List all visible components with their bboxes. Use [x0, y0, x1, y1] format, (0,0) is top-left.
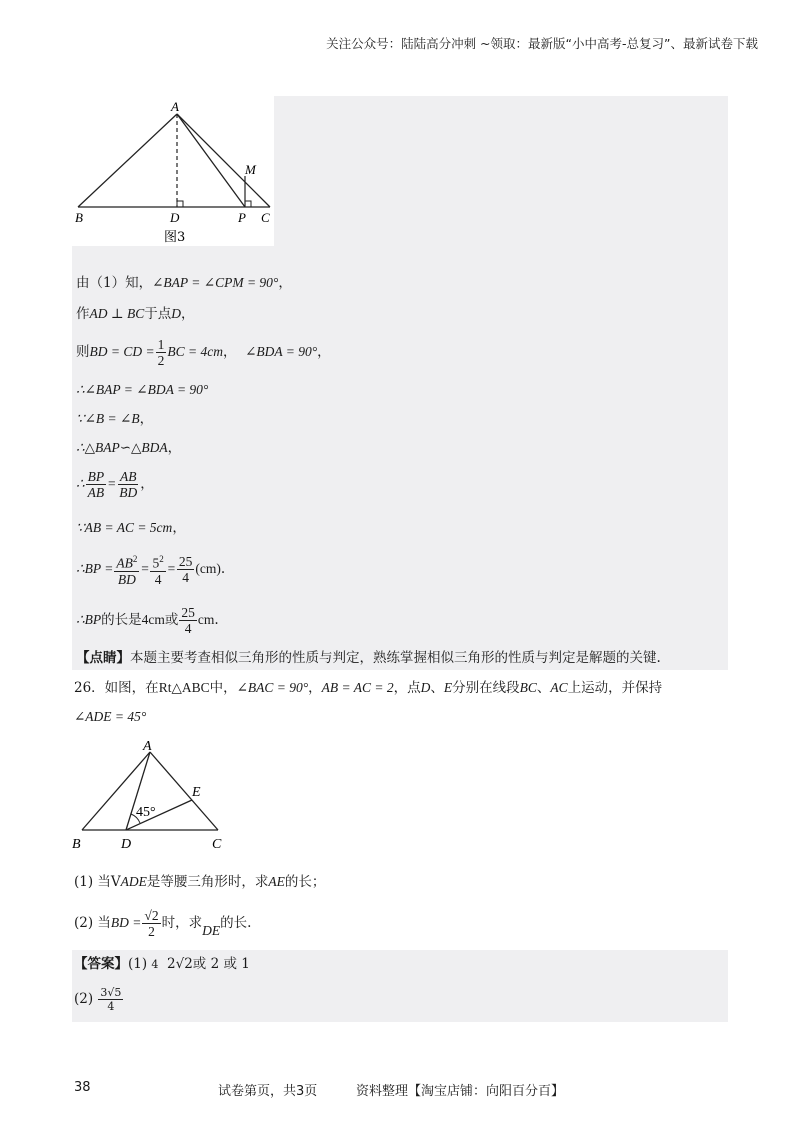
text: (1) 当	[74, 874, 111, 890]
fraction	[86, 469, 107, 500]
footer-source: 资料整理【淘宝店铺：向阳百分百】	[356, 1084, 565, 1099]
text: ，	[172, 520, 186, 536]
numerator: √2	[144, 908, 159, 923]
math: D	[420, 680, 431, 695]
math: Rt△ABC	[158, 680, 210, 695]
math: cm	[197, 612, 215, 627]
denominator: 4	[107, 1000, 115, 1013]
math: AC	[550, 680, 568, 695]
answer-1	[74, 954, 250, 975]
p26-label-e: E	[192, 785, 201, 800]
numerator: 1	[157, 337, 165, 352]
fraction	[98, 986, 123, 1013]
math: BD =	[110, 915, 142, 930]
math: ∴	[76, 476, 85, 491]
text: 由（1）知，	[76, 275, 153, 291]
note-text: 本题主要考查相似三角形的性质与判定，熟练掌握相似三角形的性质与判定是解题的关键.	[130, 650, 661, 666]
math: BC	[519, 680, 537, 695]
denominator: 4	[184, 621, 192, 636]
figure-3-diagram	[72, 96, 274, 246]
solution-line-5	[76, 409, 153, 429]
numerator: BP	[87, 469, 105, 484]
math: ∠BDA = 90°	[245, 344, 318, 359]
problem-26-figure	[70, 736, 240, 856]
text: 或	[164, 612, 179, 628]
problem-26-diagram	[70, 736, 240, 856]
triangle-symbol: V	[110, 874, 121, 890]
text: 分别在线段	[452, 680, 520, 696]
numerator	[114, 552, 139, 572]
math: 4cm	[141, 612, 165, 627]
text: ，	[167, 440, 182, 456]
answer-value: 2√2	[167, 956, 193, 972]
footer-page-number: 38	[74, 1080, 91, 1095]
text: .	[220, 561, 226, 577]
fig3-label-m: M	[245, 162, 256, 177]
solution-shade-top	[274, 96, 728, 246]
problem-26-subq-2	[74, 904, 251, 950]
text: 作	[76, 306, 90, 322]
p26-label-d: D	[121, 837, 132, 852]
text: 的长；	[284, 874, 326, 890]
text: ，	[308, 680, 322, 696]
text: ，	[180, 306, 195, 322]
answer-tag: 【答案】	[74, 956, 128, 972]
text: AB	[116, 555, 133, 571]
text: 、	[430, 680, 444, 696]
p26-angle-label: 45°	[136, 805, 156, 820]
text: 中，	[209, 680, 237, 696]
problem-26-condition: ∠ADE = 45°	[74, 709, 147, 724]
solution-line-7	[76, 466, 154, 502]
math: ∠BAC = 90°	[236, 680, 309, 695]
solution-line-3	[76, 334, 331, 370]
note-tag: 【点睛】	[76, 650, 130, 666]
math: =	[107, 476, 117, 491]
denominator: BD	[117, 571, 136, 587]
footer-page-info: 试卷第页，共3页	[218, 1084, 318, 1099]
fig3-label-b: B	[75, 210, 83, 225]
superscript: 2	[132, 554, 138, 565]
solution-line-8	[76, 518, 186, 538]
text: ，	[140, 476, 154, 492]
math: ∴△BAP∽△BDA	[76, 440, 168, 455]
fig3-label-a: A	[171, 99, 179, 114]
problem-26-subq-1	[74, 872, 325, 892]
problem-26-question	[74, 678, 662, 698]
solution-line-6	[76, 438, 181, 458]
fraction	[156, 337, 167, 368]
text: ，	[222, 344, 237, 360]
fraction	[179, 605, 197, 636]
fraction	[117, 469, 139, 500]
solution-line-2	[76, 304, 194, 324]
math: ∵∠B = ∠B	[76, 411, 140, 426]
numerator: 3√5	[100, 986, 122, 999]
text: 、	[536, 680, 551, 696]
solution-line-4: ∴∠BAP = ∠BDA = 90°	[76, 382, 209, 397]
denominator: BD	[119, 485, 138, 500]
text: (1)	[128, 956, 148, 972]
math: AE	[268, 874, 285, 889]
solution-note	[76, 648, 661, 668]
math: ∴BP =	[76, 561, 114, 576]
math: BP	[84, 612, 102, 627]
solution-line-1	[76, 273, 292, 293]
p26-label-c: C	[212, 837, 222, 852]
solution-line-10	[76, 602, 219, 638]
fraction	[177, 554, 195, 585]
superscript: 2	[159, 554, 164, 565]
math: ∵AB = AC = 5cm	[76, 520, 173, 535]
math: BD = CD =	[89, 344, 155, 359]
text: (2)	[74, 991, 94, 1007]
fraction	[142, 908, 160, 939]
denominator: 2	[148, 924, 155, 939]
text: ，	[317, 344, 331, 360]
text: 的长是	[101, 612, 142, 628]
text: .	[214, 612, 219, 628]
solution-line-9	[76, 551, 225, 587]
math: =	[166, 561, 176, 576]
page-header: 关注公众号：陆陆高分冲刺 ~领取：最新版“小中高考-总复习”、最新试卷下载	[326, 36, 758, 51]
denominator: 2	[157, 353, 165, 368]
answer-value: 4	[151, 958, 159, 971]
math: DE	[202, 923, 221, 938]
figure-3	[72, 96, 274, 246]
fig3-label-d: D	[170, 210, 180, 225]
p26-label-b: B	[72, 837, 81, 852]
text: (2) 当	[74, 915, 111, 931]
fraction	[114, 552, 139, 587]
math: ∴	[76, 612, 85, 627]
answer-2	[74, 982, 124, 1016]
numerator: 25	[181, 605, 195, 620]
fraction	[150, 552, 165, 587]
denominator: 4	[154, 571, 162, 587]
math: AB = AC = 2	[321, 680, 394, 695]
text: 于点	[144, 306, 172, 322]
math: ADE	[120, 874, 147, 889]
denominator: 4	[182, 570, 189, 585]
math: D	[171, 306, 181, 321]
text: 或 2 或 1	[192, 956, 250, 972]
text: 26．如图，在	[74, 680, 159, 696]
numerator: AB	[119, 469, 137, 484]
math: ∠BAP = ∠CPM = 90°	[152, 275, 279, 290]
p26-label-a: A	[143, 739, 152, 754]
fig3-label-c: C	[261, 210, 270, 225]
text: 时，求	[161, 915, 203, 931]
text: ，	[139, 411, 154, 427]
numerator	[150, 552, 165, 572]
fig3-label-p: P	[238, 210, 246, 225]
text: ，	[278, 275, 292, 291]
math: (cm)	[195, 561, 221, 576]
text: 则	[76, 344, 90, 360]
denominator: AB	[87, 485, 105, 500]
math: AD ⊥ BC	[89, 306, 145, 321]
text: 的长.	[220, 915, 252, 931]
fig3-caption: 图3	[164, 230, 186, 245]
math: E	[443, 680, 453, 695]
text: ，点	[393, 680, 421, 696]
math: =	[140, 561, 150, 576]
numerator: 25	[178, 554, 193, 569]
text: 是等腰三角形时，求	[146, 874, 269, 890]
text: 5	[152, 555, 160, 571]
math: BC = 4cm	[167, 344, 223, 359]
text: 上运动，并保持	[567, 680, 663, 696]
